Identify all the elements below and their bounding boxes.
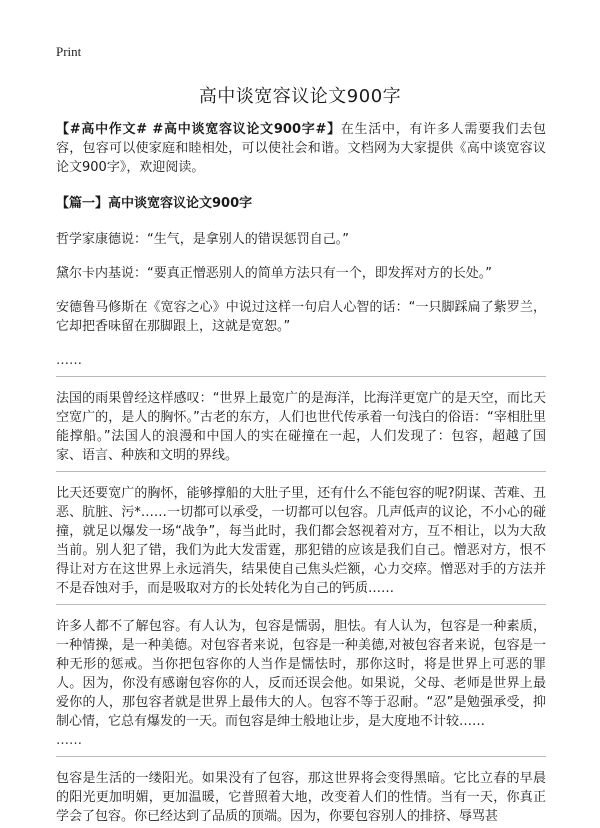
section-divider: [56, 376, 546, 377]
paragraph-understanding: 许多人都不了解包容。有人认为，包容是懦弱，胆怯。有人认为，包容是一种素质，一种情操，是一种美德。对包容者来说，包容是一种美德,对被包容者来说，包容是一种无形的惩戒。当你把包容你的人当作是懦怯时，那你这时，将是世界上可恶的罪人。因为，你没有感谢包容你的人，反而还误会他。如果说，父母、老师是世界上最爱你的人，那包容者就是世界上最伟大的人。包容不等于忍耐。“忍”是勉强承受，抑制心情，它总有爆发的一天。而包容是绅士般地让步，是大度地不计较……: [56, 619, 546, 729]
paragraph-sunlight: 包容是生活的一缕阳光。如果没有了包容，那这世界将会变得黑暗。它比立春的早晨的阳光更加明媚，更加温暖，它普照着大地，改变着人们的性情。当有一天，你真正学会了包容。你已经达到了品质的顶端。因为，你要包容别人的排挤、辱骂甚: [56, 771, 546, 824]
paragraph-divider: [56, 604, 546, 605]
ellipsis-marker: ……: [56, 733, 82, 748]
quote-carnegie: 黛尔卡内基说：“要真正憎恶别人的简单方法只有一个，即发挥对方的长处。”: [56, 266, 492, 281]
section-heading: 【篇一】高中谈宽容议论文900字: [56, 196, 253, 211]
quote-matthews: 安德鲁马修斯在《宽容之心》中说过这样一句启人心智的话：“一只脚踩扁了紫罗兰，它却把香味留在那脚跟上，这就是宽恕。”: [56, 300, 546, 334]
paragraph-divider: [56, 471, 546, 472]
paragraph-hugo: 法国的雨果曾经这样感叹：“世界上最宽广的是海洋，比海洋更宽广的是天空，而比天空宽广的，是人的胸怀。”古老的东方，人们也世代传承着一句浅白的俗语：“宰相肚里能撑船。”法国人的浪漫和中国人的实在碰撞在一起，人们发现了：包容，超越了国家、语言、种族和文明的界线。: [56, 391, 546, 463]
intro-tag: 【#高中作文# #高中谈宽容议论文900字#】: [56, 122, 341, 137]
print-link[interactable]: Print: [56, 44, 82, 59]
paragraph-divider: [56, 756, 546, 757]
quote-kant: 哲学家康德说：“生气，是拿别人的错误惩罚自己。”: [56, 232, 349, 247]
paragraph-broad-mind: 比天还要宽广的胸怀，能够撑船的大肚子里，还有什么不能包容的呢?阴谋、苦难、丑恶、肮脏、污*……一切都可以承受，一切都可以包容。几声低声的议论，不小心的碰撞，就足以爆发一场“战争”，每当此时，我们都会怒视着对方，互不相让，以为大敌当前。别人犯了错，我们为此大发雷霆，那犯错的应该是我们自己。憎恶对方，恨不得让对方在这世界上永远消失，结果使自己焦头烂额，心力交瘁。憎恶对手的方法并不是吞蚀对手，而是吸取对方的长处转化为自己的钙质……: [56, 486, 546, 596]
intro-paragraph: [56, 120, 546, 177]
article-body: [56, 120, 546, 826]
ellipsis-marker: ……: [56, 353, 82, 368]
page-title: 高中谈宽容议论文900字: [198, 86, 402, 107]
intro-text: 在生活中，有许多人需要我们去包容，包容可以使家庭和睦相处，可以使社会和谐。文档网为大家提供《高中谈宽容议论文900字》，欢迎阅读。: [56, 122, 546, 175]
